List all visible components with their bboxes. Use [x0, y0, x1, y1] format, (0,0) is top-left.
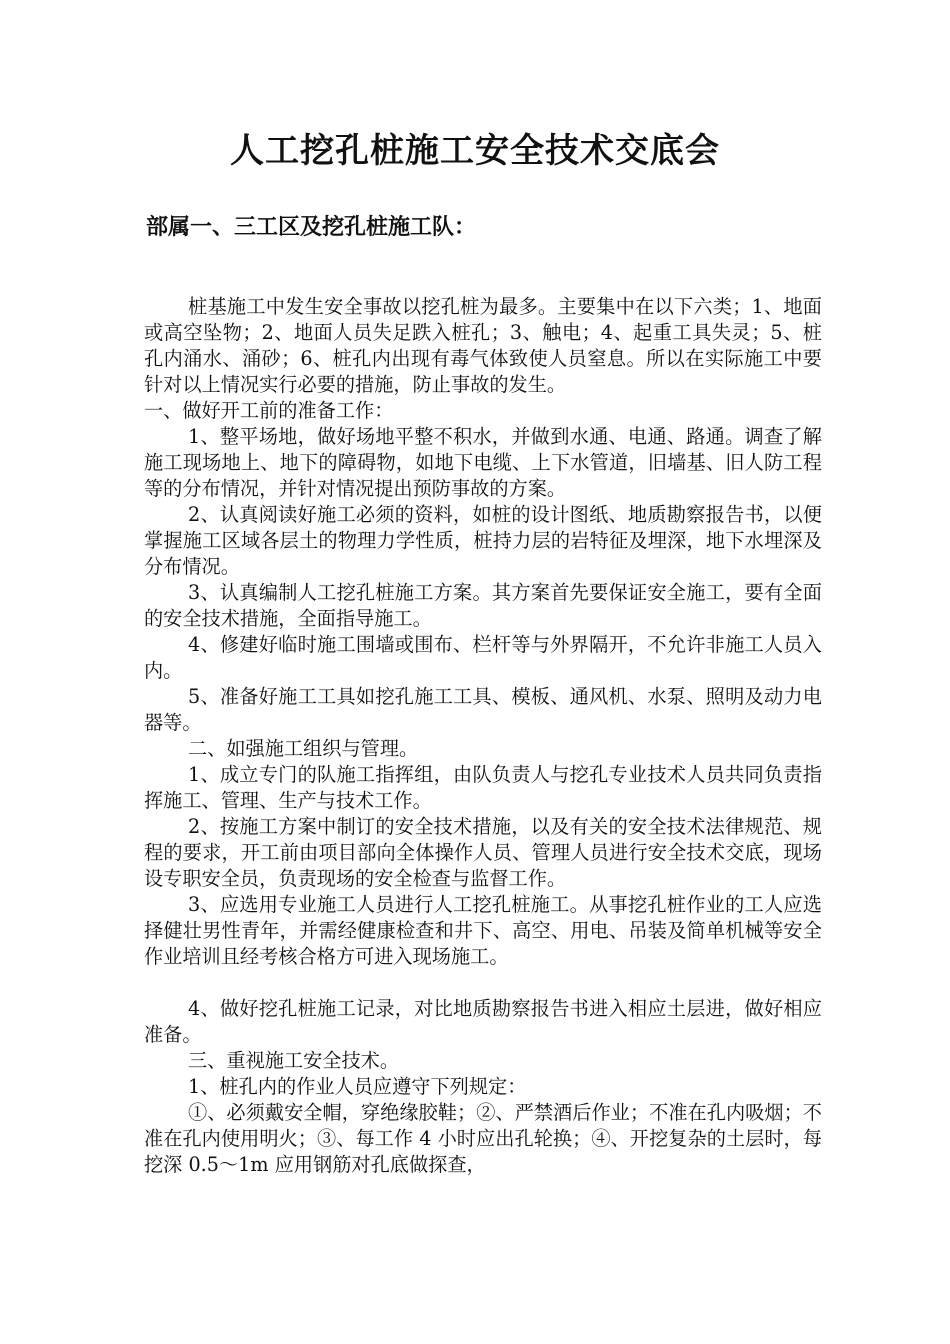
section-heading: 一、做好开工前的准备工作：: [144, 399, 394, 422]
body-paragraph: 3、认真编制人工挖孔桩施工方案。其方案首先要保证安全施工，要有全面的安全技术措施，全面指导施工。: [144, 581, 822, 630]
body-paragraph: 3、应选用专业施工人员进行人工挖孔桩施工。从事挖孔桩作业的工人应选择健壮男性青年，并需经健康检查和井下、高空、用电、吊装及简单机械等安全作业培训且经考核合格方可进入现场施工。: [144, 893, 822, 968]
body-paragraph: 2、按施工方案中制订的安全技术措施，以及有关的安全技术法律规范、规程的要求，开工前由项目部向全体操作人员、管理人员进行安全技术交底，现场设专职安全员，负责现场的安全检查与监督工作。: [144, 815, 822, 890]
body-paragraph: 5、准备好施工工具如挖孔施工工具、模板、通风机、水泵、照明及动力电器等。: [144, 685, 822, 734]
body-paragraph: ①、必须戴安全帽，穿绝缘胶鞋；②、严禁酒后作业；不准在孔内吸烟；不准在孔内使用明火；③、每工作 4 小时应出孔轮换；④、开挖复杂的土层时，每挖深 0.5～1m 应用钢筋对孔底做探查，: [144, 1101, 822, 1176]
section-heading: 二、如强施工组织与管理。: [188, 737, 419, 760]
document-body: [144, 294, 822, 1178]
document-title: 人工挖孔桩施工安全技术交底会: [230, 131, 720, 171]
body-paragraph: 1、成立专门的队施工指挥组，由队负责人与挖孔专业技术人员共同负责指挥施工、管理、生产与技术工作。: [144, 763, 822, 812]
paragraph-gap: [144, 970, 822, 996]
body-paragraph: 2、认真阅读好施工必须的资料，如桩的设计图纸、地质勘察报告书，以便掌握施工区域各层土的物理力学性质，桩持力层的岩特征及埋深，地下水埋深及分布情况。: [144, 503, 822, 578]
body-paragraph: 4、做好挖孔桩施工记录，对比地质勘察报告书进入相应土层进，做好相应准备。: [144, 997, 822, 1046]
body-paragraph: 4、修建好临时施工围墙或围布、栏杆等与外界隔开，不允许非施工人员入内。: [144, 633, 822, 682]
body-paragraph: 桩基施工中发生安全事故以挖孔桩为最多。主要集中在以下六类；1、地面或高空坠物；2、地面人员失足跌入桩孔；3、触电；4、起重工具失灵；5、桩孔内涌水、涌砂；6、桩孔内出现有毒气体致使人员窒息。所以在实际施工中要针对以上情况实行必要的措施，防止事故的发生。: [144, 295, 822, 396]
body-paragraph: 1、整平场地，做好场地平整不积水，并做到水通、电通、路通。调查了解施工现场地上、地下的障碍物，如地下电缆、上下水管道，旧墙基、旧人防工程等的分布情况，并针对情况提出预防事故的方案。: [144, 425, 822, 500]
recipient-heading: 部属一、三工区及挖孔桩施工队：: [146, 215, 477, 240]
section-heading: 三、重视施工安全技术。: [188, 1049, 400, 1072]
body-paragraph: 1、桩孔内的作业人员应遵守下列规定：: [188, 1075, 527, 1098]
